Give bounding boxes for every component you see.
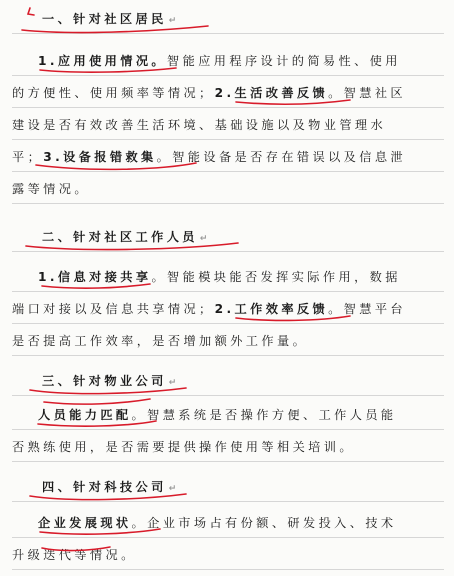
body-text: 露等情况。 — [12, 182, 90, 196]
paragraph-2-line-1 — [12, 262, 444, 292]
paragraph-1-line-2 — [12, 78, 444, 108]
body-text: 智能应用程序设计的简易性、使用 — [167, 54, 401, 68]
heading-4-text: 四、针对科技公司 — [42, 480, 167, 494]
heading-4 — [12, 472, 444, 502]
body-text: 。智慧社区 — [328, 86, 407, 100]
item-app-usage: 1.应用使用情况。 — [38, 54, 168, 68]
heading-3 — [12, 366, 444, 396]
return-mark: ↵ — [168, 484, 177, 494]
body-text: 建设是否有效改善生活环境、基础设施以及物业管理水 — [12, 118, 387, 132]
return-mark: ↵ — [199, 234, 208, 244]
body-text: 的方便性、使用频率等情况； — [12, 86, 215, 100]
paragraph-1-line-4 — [12, 142, 444, 172]
body-text: 。智能设备是否存在错误以及信息泄 — [156, 150, 407, 164]
body-text: 端口对接以及信息共享情况； — [12, 302, 215, 316]
paragraph-2-line-3 — [12, 326, 444, 356]
paragraph-3-line-2 — [12, 432, 444, 462]
paragraph-1-line-3 — [12, 110, 444, 140]
item-life-feedback: 2.生活改善反馈 — [214, 86, 329, 100]
paragraph-4-line-2 — [12, 540, 444, 570]
item-device-errors: 3.设备报错救集 — [43, 150, 157, 164]
body-text: 。智慧平台 — [328, 302, 407, 316]
paragraph-1-line-1 — [12, 46, 444, 76]
body-text: 升级迭代等情况。 — [12, 548, 137, 562]
return-mark: ↵ — [168, 16, 177, 26]
item-work-efficiency: 2.工作效率反馈 — [214, 302, 329, 316]
body-text: 是否提高工作效率，是否增加额外工作量。 — [12, 334, 309, 348]
paragraph-3-line-1 — [12, 400, 444, 430]
body-text: 平； — [12, 150, 44, 164]
body-text: 否熟练使用，是否需要提供操作使用等相关培训。 — [12, 440, 355, 454]
return-mark: ↵ — [168, 378, 177, 388]
heading-2 — [12, 222, 444, 252]
item-info-sharing: 1.信息对接共享 — [38, 270, 152, 284]
body-text: 。智慧系统是否操作方便、工作人员能 — [131, 408, 397, 422]
paragraph-1-line-5 — [12, 174, 444, 204]
heading-1 — [12, 4, 444, 34]
heading-2-text: 二、针对社区工作人员 — [42, 230, 198, 244]
heading-3-text: 三、针对物业公司 — [42, 374, 167, 388]
body-text: 。企业市场占有份额、研发投入、技术 — [131, 516, 397, 530]
paragraph-4-line-1 — [12, 508, 444, 538]
item-staff-capability: 人员能力匹配 — [38, 408, 132, 422]
item-company-status: 企业发展现状 — [38, 516, 132, 530]
paragraph-2-line-2 — [12, 294, 444, 324]
body-text: 。智能模块能否发挥实际作用，数据 — [151, 270, 401, 284]
heading-1-text: 一、针对社区居民 — [42, 12, 167, 26]
